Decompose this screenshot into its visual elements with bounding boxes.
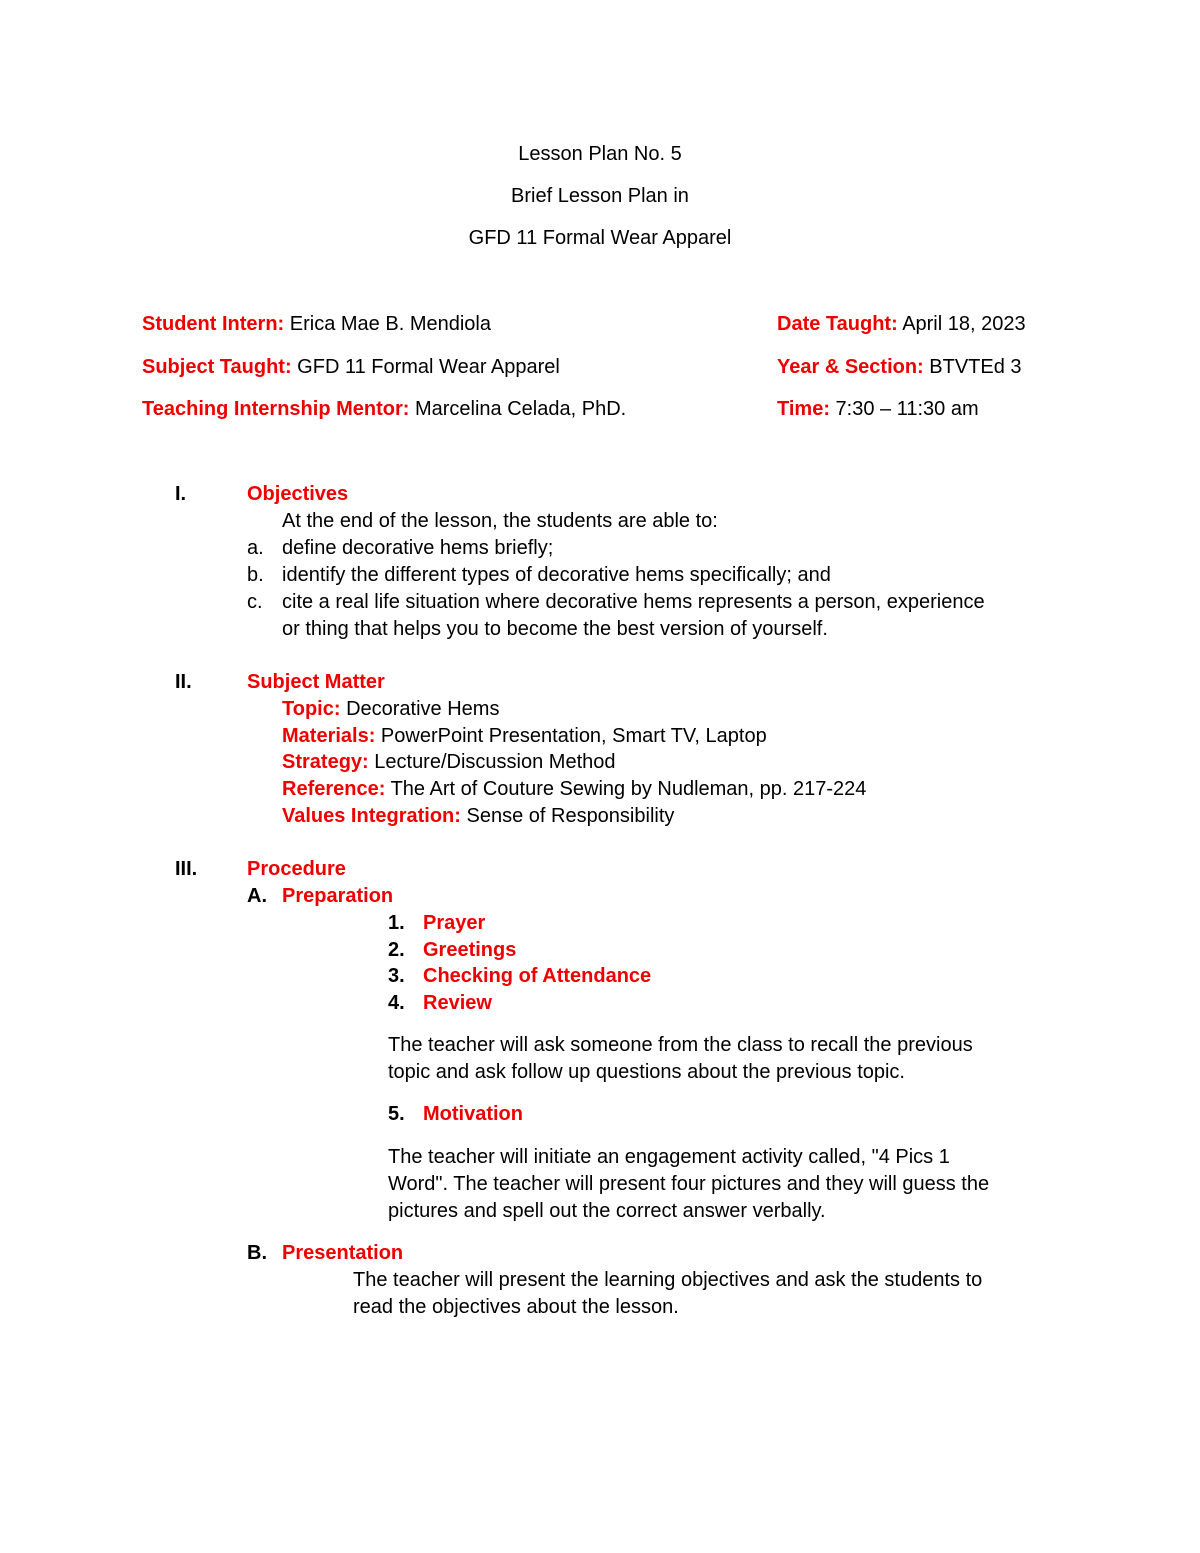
mentor-row xyxy=(142,399,626,419)
reference-value: The Art of Couture Sewing by Nudleman, pp. 217-224 xyxy=(385,778,867,800)
values-integration-label: Values Integration: xyxy=(282,805,461,827)
step-4-label: Review xyxy=(423,992,492,1014)
year-section-label: Year & Section: xyxy=(777,356,924,378)
preparation-heading: Preparation xyxy=(282,885,394,907)
subject-matter-numeral: II. xyxy=(175,671,192,693)
date-taught-value: April 18, 2023 xyxy=(897,313,1026,335)
objective-item-c: cite a real life situation where decorative hems represents a person, experience xyxy=(282,591,985,613)
objective-item-c-continued: or thing that helps you to become the best version of yourself. xyxy=(282,618,828,640)
subject-taught-row xyxy=(142,357,560,377)
preparation-marker: A. xyxy=(247,885,267,907)
step-1-number: 1. xyxy=(388,912,405,934)
step-1-label: Prayer xyxy=(423,912,486,934)
objectives-intro: At the end of the lesson, the students are able to: xyxy=(282,510,718,532)
values-integration-value: Sense of Responsibility xyxy=(460,805,675,827)
topic-label: Topic: xyxy=(282,698,341,720)
values-integration-row xyxy=(282,806,674,826)
materials-row xyxy=(282,726,767,746)
mentor-value: Marcelina Celada, PhD. xyxy=(409,398,627,420)
objective-marker-c: c. xyxy=(247,591,263,613)
strategy-label: Strategy: xyxy=(282,751,369,773)
step-3-label: Checking of Attendance xyxy=(423,965,652,987)
mentor-label: Teaching Internship Mentor: xyxy=(142,398,410,420)
presentation-heading: Presentation xyxy=(282,1242,404,1264)
course-title: GFD 11 Formal Wear Apparel xyxy=(468,227,732,249)
topic-row xyxy=(282,699,499,719)
reference-label: Reference: xyxy=(282,778,386,800)
step-5-label: Motivation xyxy=(423,1103,523,1125)
subject-taught-label: Subject Taught: xyxy=(142,356,292,378)
strategy-row xyxy=(282,752,616,772)
date-taught-row xyxy=(777,314,1026,334)
review-text-line-2: topic and ask follow up questions about the previous topic. xyxy=(388,1061,905,1083)
time-value: 7:30 – 11:30 am xyxy=(829,398,979,420)
reference-row xyxy=(282,779,866,799)
motivation-text-line-2: Word". The teacher will present four pictures and they will guess the xyxy=(388,1173,990,1195)
objectives-numeral: I. xyxy=(175,483,187,505)
student-intern-value: Erica Mae B. Mendiola xyxy=(284,313,491,335)
step-4-number: 4. xyxy=(388,992,405,1014)
student-intern-label: Student Intern: xyxy=(142,313,285,335)
topic-value: Decorative Hems xyxy=(340,698,500,720)
strategy-value: Lecture/Discussion Method xyxy=(368,751,616,773)
subject-taught-value: GFD 11 Formal Wear Apparel xyxy=(291,356,560,378)
step-5-number: 5. xyxy=(388,1103,405,1125)
student-intern-row xyxy=(142,314,491,334)
objectives-heading: Objectives xyxy=(247,483,349,505)
time-row xyxy=(777,399,979,419)
objective-item-b: identify the different types of decorative hems specifically; and xyxy=(282,564,831,586)
step-2-label: Greetings xyxy=(423,939,517,961)
materials-label: Materials: xyxy=(282,725,376,747)
presentation-marker: B. xyxy=(247,1242,267,1264)
step-3-number: 3. xyxy=(388,965,405,987)
brief-lesson-plan-title: Brief Lesson Plan in xyxy=(511,185,689,207)
time-label: Time: xyxy=(777,398,830,420)
objective-marker-a: a. xyxy=(247,537,264,559)
review-text-line-1: The teacher will ask someone from the class to recall the previous xyxy=(388,1034,973,1056)
objective-item-a: define decorative hems briefly; xyxy=(282,537,554,559)
year-section-row xyxy=(777,357,1022,377)
procedure-heading: Procedure xyxy=(247,858,346,880)
presentation-text-line-1: The teacher will present the learning objectives and ask the students to xyxy=(353,1269,983,1291)
procedure-numeral: III. xyxy=(175,858,198,880)
subject-matter-heading: Subject Matter xyxy=(247,671,385,693)
date-taught-label: Date Taught: xyxy=(777,313,898,335)
motivation-text-line-3: pictures and spell out the correct answer verbally. xyxy=(388,1200,826,1222)
presentation-text-line-2: read the objectives about the lesson. xyxy=(353,1296,679,1318)
materials-value: PowerPoint Presentation, Smart TV, Laptop xyxy=(375,725,767,747)
objective-marker-b: b. xyxy=(247,564,264,586)
year-section-value: BTVTEd 3 xyxy=(923,356,1022,378)
lesson-plan-number: Lesson Plan No. 5 xyxy=(518,143,682,165)
step-2-number: 2. xyxy=(388,939,405,961)
motivation-text-line-1: The teacher will initiate an engagement activity called, "4 Pics 1 xyxy=(388,1146,950,1168)
